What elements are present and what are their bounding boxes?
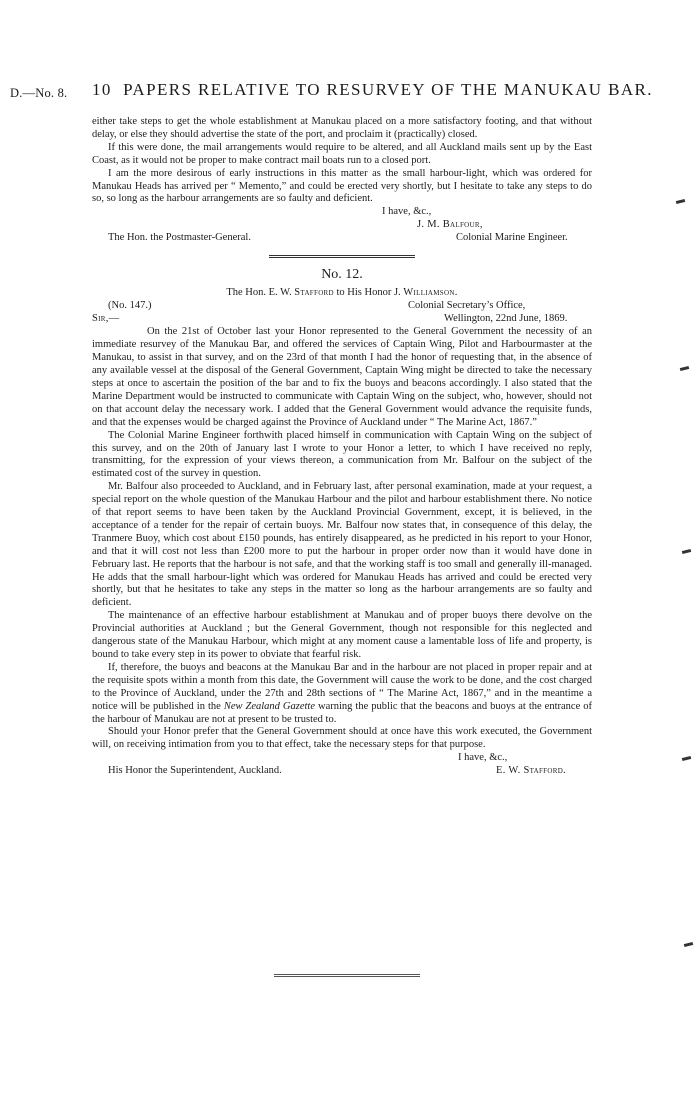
addressee-row	[92, 765, 592, 778]
paragraph-text: If, therefore, the buoys and beacons at the Manukau Bar and in the harbour are not placed in proper repair and at the requisite spots within a month from this date, the Government will cause the work to be done, and the cost charged to the Province of Auckland, under the 27th and 28th sections of “ The Marine Act, 1867,” and in the meantime a notice will be published in the	[92, 661, 592, 712]
page-number: 10	[92, 80, 112, 99]
signature-row	[92, 219, 592, 232]
margin-mark	[684, 942, 693, 947]
running-title	[92, 80, 653, 100]
heading-prefix: The Hon. E. W.	[226, 287, 292, 299]
ref-row	[92, 300, 592, 313]
margin-mark	[680, 366, 689, 371]
signatory-title: Colonial Marine Engineer.	[456, 232, 568, 244]
paragraph: I am the more desirous of early instructions in this matter as the small harbour-light, which was ordered for Manukau Heads has arrived per “ Memento,” and could be erected very shortly, but I hesitate to take any steps to do so, so long as the harbour arrangements are so faulty and deficient.	[92, 167, 592, 205]
paragraph-text: warning the public that the beacons and buoys at the entrance of the harbour of Manukau are not at present to be trusted to.	[92, 700, 592, 725]
signatory: J. M. Balfour,	[417, 219, 483, 231]
office: Colonial Secretary’s Office,	[408, 300, 526, 312]
addressee: His Honor the Superintendent, Auckland.	[108, 765, 282, 777]
end-divider	[274, 974, 420, 977]
running-title-text: PAPERS RELATIVE TO RESURVEY OF THE MANUKAU BAR.	[123, 80, 653, 99]
paragraph: On the 21st of October last your Honor represented to the General Government the necessity of an immediate resurvey of the Manukau Bar, and offered the services of Captain Wing, Pilot and Harbourmaster at the Manukau, to assist in that survey, and on the 23rd of that month I had the honor of requesting that, in the absence of any available vessel at the disposal of the General Government, Captain Wing might be directed to take the necessary steps at once to ascertain the position of the bar and to fix the buoys and beacons accordingly. I also stated that the Marine Department would be instructed to communicate with Captain Wing on the subject, who, however, should not on that account delay the necessary work. I added that the General Government would advance the requisite funds, and that the expenses would be charged against the Province of Auckland under “ The Marine Act, 1867.”	[92, 326, 592, 428]
paragraph	[92, 662, 592, 727]
letter-no-12	[92, 266, 592, 778]
letter-heading	[92, 286, 592, 299]
paragraph: either take steps to get the whole establishment at Manukau placed on a more satisfactory footing, and that without delay, or else they should advertise the state of the port, and proclaim it (practically) closed.	[92, 116, 592, 140]
margin-mark	[676, 199, 685, 204]
sheet-reference: D.—No. 8.	[10, 86, 68, 100]
balfour-letter	[92, 116, 592, 245]
gazette-title: New Zealand Gazette	[223, 700, 315, 712]
paragraph: Should your Honor prefer that the General Government should at once have this work executed, the Government will, on receiving intimation from you to that effect, take the necessary steps for that purpose.	[92, 726, 592, 751]
place-date: Wellington, 22nd June, 1869.	[444, 313, 568, 325]
signatory: E. W. Stafford.	[496, 765, 566, 777]
heading-to: Williamson.	[403, 287, 458, 299]
heading-from: Stafford	[294, 287, 334, 299]
page-body	[92, 116, 592, 977]
page-header	[0, 80, 700, 106]
salutation: Sir,—	[92, 313, 120, 325]
salutation-row	[92, 313, 592, 326]
closing-row	[92, 752, 592, 765]
heading-mid: to His Honor J.	[336, 287, 401, 299]
margin-mark	[682, 549, 691, 554]
paragraph: If this were done, the mail arrangements would require to be altered, and all Auckland mails sent up by the East Coast, as it would not be proper to make contract mail boats run to a closed port.	[92, 141, 592, 166]
closing: I have, &c.,	[382, 206, 432, 218]
addressee-row	[92, 232, 592, 245]
margin-mark	[682, 756, 691, 761]
document-number: No. 12.	[321, 267, 363, 283]
letter-ref: (No. 147.)	[108, 300, 152, 312]
addressee: The Hon. the Postmaster-General.	[108, 232, 251, 244]
paragraph: The Colonial Marine Engineer forthwith placed himself in communication with Captain Wing on the subject of this survey, and on the 20th of January last I wrote to your Honor a letter, to which I have received no reply, transmitting, for the expression of your views thereon, a communication from Mr. Balfour on the subject of the estimated cost of the survey in question.	[92, 429, 592, 480]
closing: I have, &c.,	[458, 752, 508, 764]
paragraph: The maintenance of an effective harbour establishment at Manukau and of proper buoys there devolve on the Provincial authorities at Auckland ; but the General Government, though not responsible for this neglected and dangerous state of the Manukau Harbour, which might at any moment cause a lamentable loss of life and property, is bound to take every step in its power to obviate that fearful risk.	[92, 610, 592, 660]
paragraph: Mr. Balfour also proceeded to Auckland, and in February last, after personal examination, made at your request, a special report on the whole question of the Manukau Harbour and the pilot and harbour establishment there. No notice of that report seems to have been taken by the Auckland Provincial Government, except, it is believed, in the acceptance of a tender for the repair of certain buoys. Mr. Balfour now states that, in consequence of this delay, the Tranmere Buoy, which cost about £150 pounds, has entirely disappeared, as he predicted in his report to your Honor, and that it will cost not less than £200 more to put the harbour in proper order now than it would have done in February last. He reports that the harbour is not safe, and that the working staff is too small and generally ill-managed. He adds that the small harbour-light which was ordered for Manukau Heads has arrived and could be erected very shortly, but that he hesitates to take any steps in the matter so long as the harbour arrangements are so faulty and deficient.	[92, 481, 592, 609]
closing-row	[92, 206, 592, 219]
section-divider	[269, 255, 415, 258]
